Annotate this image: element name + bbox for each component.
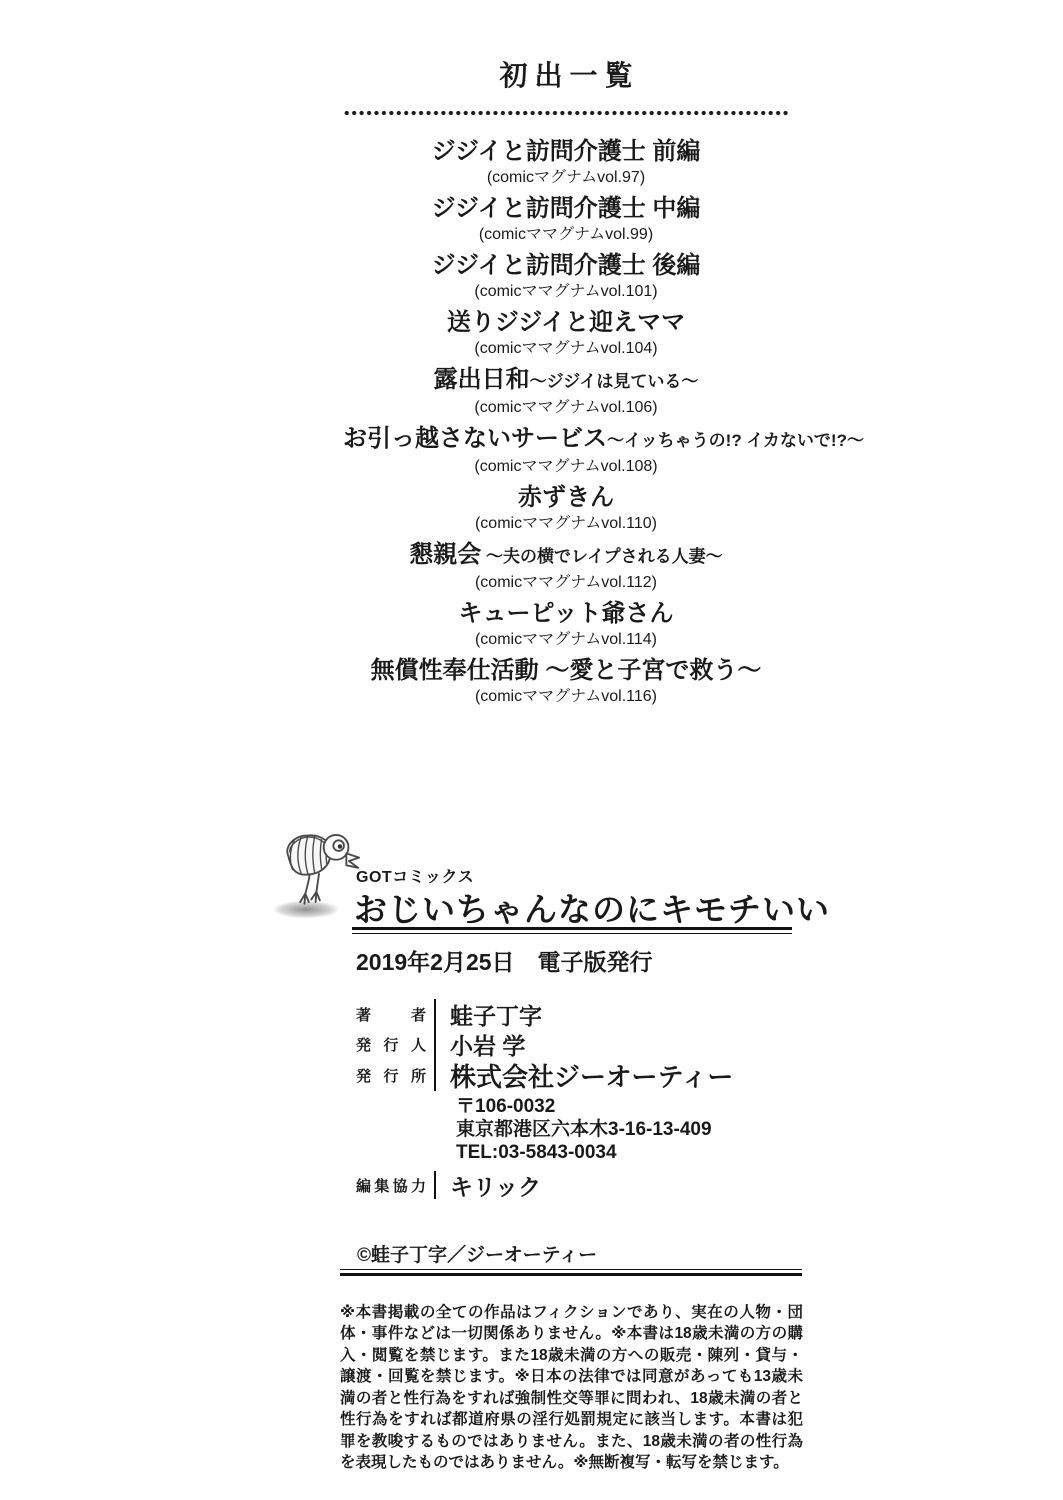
chapter-entry — [343, 655, 789, 707]
chapter-title — [343, 539, 789, 572]
chapter-subtitle-text: ～イッちゃうの!? イカないで!?～ — [607, 431, 864, 450]
chapter-source: (comicママグナムvol.101) — [474, 283, 658, 300]
credit-row-publisher — [356, 1059, 792, 1091]
issue-date-line: 2019年2月25日 電子版発行 — [356, 949, 653, 975]
chapter-subtitle-text: ～ジジイは見ている～ — [529, 372, 699, 391]
credit-divider — [434, 999, 436, 1029]
chapter-source: (comicママグナムvol.112) — [474, 574, 658, 591]
chapter-entry — [343, 598, 789, 650]
credit-divider — [434, 1029, 436, 1059]
credit-value: 株式会社ジーオーティー — [450, 1061, 734, 1092]
credit-row-editing — [356, 1170, 792, 1200]
chapter-entry — [343, 482, 789, 534]
credit-label: 発行人 — [356, 1036, 426, 1054]
chapter-entry — [343, 423, 864, 477]
chapter-entry — [343, 193, 789, 245]
credit-value: 蛙子丁字 — [450, 1002, 542, 1029]
chapter-title-text: 赤ずきん — [518, 484, 614, 511]
chapter-source: (comicマグナムvol.97) — [486, 169, 646, 186]
chapter-title-text: 送りジジイと迎えママ — [446, 309, 686, 336]
credit-label: 編集協力 — [356, 1177, 426, 1195]
chapter-entry — [343, 539, 789, 593]
chapter-source: (comicママグナムvol.108) — [474, 458, 658, 475]
chapter-title-text: 懇親会 — [409, 541, 482, 568]
chapter-title — [343, 250, 789, 281]
chapter-title — [343, 423, 864, 456]
chapter-title — [343, 193, 789, 224]
chapter-entry — [343, 307, 789, 359]
chapter-title-text: ジジイと訪問介護士 前編 — [431, 138, 701, 165]
credit-divider — [434, 1171, 436, 1199]
credit-row-publisher-person — [356, 1029, 792, 1059]
chapter-subtitle-text: ～夫の横でレイプされる人妻～ — [481, 547, 723, 566]
chapter-source: (comicママグナムvol.99) — [478, 226, 654, 243]
imprint-label: GOTコミックス — [356, 869, 475, 886]
chapter-entry — [343, 364, 789, 418]
copyright-line: ©蛙子丁字／ジーオーティー — [357, 1245, 598, 1266]
credit-divider — [434, 1059, 436, 1091]
publisher-address-block — [456, 1095, 792, 1164]
book-title: おじいちゃんなのにキモチいい — [354, 891, 830, 928]
credits-table — [356, 999, 792, 1200]
dotted-divider — [343, 110, 789, 116]
telephone: TEL:03-5843-0034 — [456, 1142, 617, 1163]
credit-label: 著者 — [356, 1006, 426, 1024]
chapter-title-text: お引っ越さないサービス — [343, 425, 607, 452]
chapter-source: (comicママグナムvol.104) — [474, 340, 658, 357]
chapter-entry — [343, 136, 789, 188]
credit-row-author — [356, 999, 792, 1029]
chapter-title — [343, 655, 789, 686]
disclaimer-divider — [340, 1269, 802, 1276]
street-address: 東京都港区六本木3-16-13-409 — [456, 1119, 712, 1140]
credit-value: 小岩 学 — [450, 1032, 526, 1059]
chapter-title-text: 無償性奉仕活動 ～愛と子宮で救う～ — [370, 657, 762, 684]
credit-label: 発行所 — [356, 1067, 426, 1085]
title-underline — [352, 927, 792, 934]
disclaimer-text: ※本書掲載の全ての作品はフィクションであり、実在の人物・団体・事件などは一切関係ありません。※本書は18歳未満の方の購入・閲覧を禁じます。また18歳未満の方への販売・陳列・貸与・譲渡・回覧を禁じます。※日本の法律では同意があっても13歳未満の者と性行為をすれば強制性交等罪に問われ、18歳未満の者と性行為をすれば都道府県の淫行処罰規定に該当します。本書は犯罪を教唆するものではありません。また、18歳未満の者の性行為を表現したものではありません。※無断複写・転写を禁じます。 — [340, 1303, 803, 1471]
chapter-title — [343, 598, 789, 629]
chapter-source: (comicママグナムvol.114) — [474, 631, 658, 648]
postal-code: 〒106-0032 — [456, 1096, 556, 1117]
chapter-title-text: ジジイと訪問介護士 後編 — [431, 252, 701, 279]
chapter-source: (comicママグナムvol.116) — [474, 688, 658, 705]
chapter-title — [343, 307, 789, 338]
chapter-source: (comicママグナムvol.106) — [474, 399, 658, 416]
chapter-source: (comicママグナムvol.110) — [474, 515, 658, 532]
chapter-title — [343, 482, 789, 513]
chapter-title — [343, 136, 789, 167]
page-title: 初出一覧 — [499, 60, 640, 91]
chapter-entry — [343, 250, 789, 302]
chapter-title-text: 露出日和 — [433, 366, 530, 393]
chapter-title-text: キューピット爺さん — [458, 600, 674, 627]
bird-sketch-icon — [276, 826, 362, 908]
chapter-title — [343, 364, 789, 397]
credit-value: キリック — [450, 1173, 542, 1200]
chapter-title-text: ジジイと訪問介護士 中編 — [431, 195, 701, 222]
first-publication-list — [343, 0, 864, 712]
